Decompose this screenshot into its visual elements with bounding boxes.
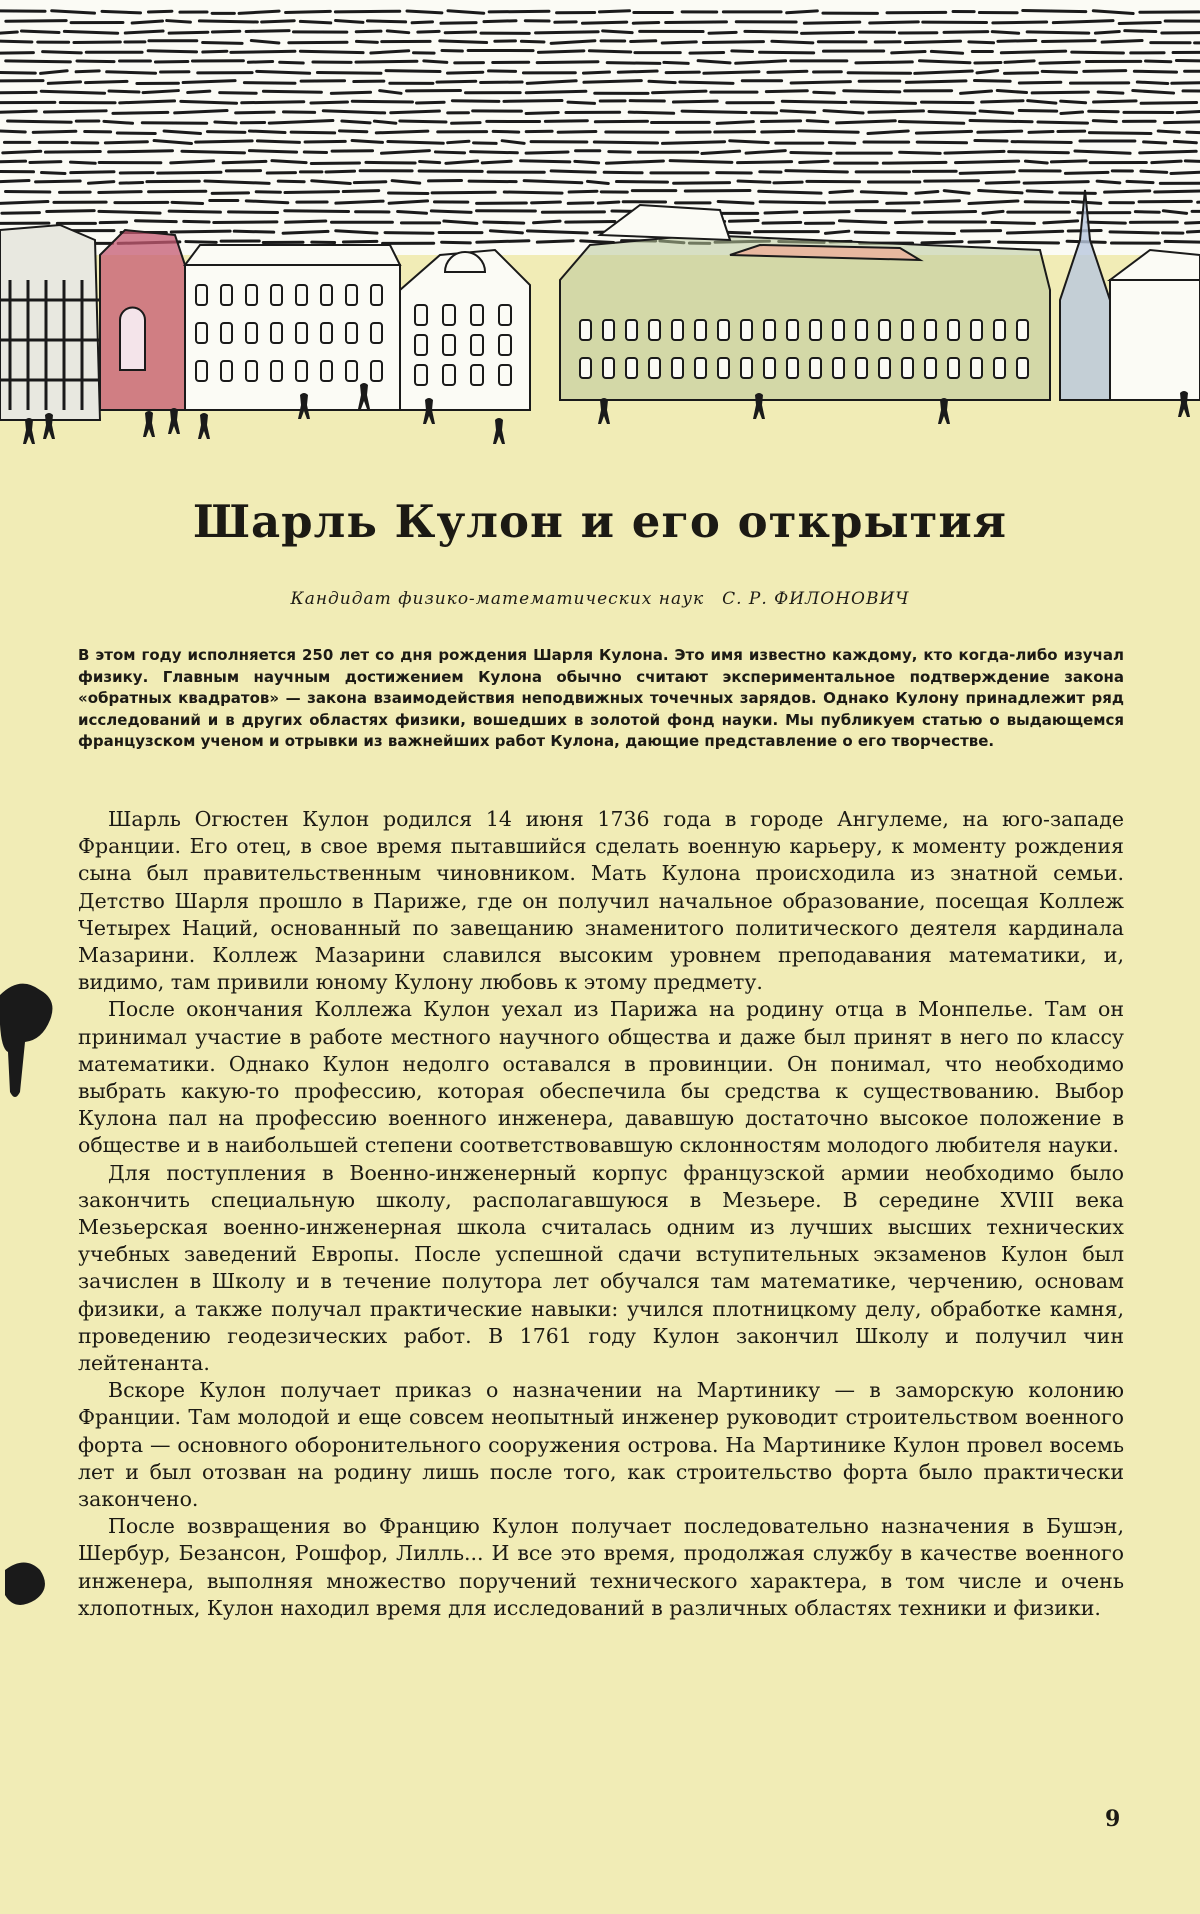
city-skyline-illustration (0, 0, 1200, 470)
byline-author: С. Р. ФИЛОНОВИЧ (722, 589, 910, 609)
article-title: Шарль Кулон и его открытия (192, 495, 1008, 548)
body-paragraph: Для поступления в Военно-инженерный корпус французской армии необходимо было закончить специальную школу, располагавшуюся в Мезьере. В середине XVIII века Мезьерская военно-инженерная школа считалась одним из лучших высших технических учебных заведений Европы. После успешной сдачи вступительных экзаменов Кулон был зачислен в Школу и в течение полутора лет обучался там математике, черчению, основам физики, а также получал практические навыки: учился плотницкому делу, обработке камня, проведению геодезических работ. В 1761 году Кулон закончил Школу и получил чин лейтенанта. (78, 1160, 1124, 1376)
article-byline (0, 589, 1200, 609)
body-paragraph: После окончания Коллежа Кулон уехал из Парижа на родину отца в Монпелье. Там он принимал участие в работе местного научного общества и даже был принят в него по классу математики. Однако Кулон недолго оставался в провинции. Он понимал, что необходимо выбрать какую-то профессию, которая обеспечила бы средства к существованию. Выбор Кулона пал на профессию военного инженера, дававшую достаточно высокое положение в обществе и в наибольшей степени соответствовавшую склонностям молодого любителя науки. (78, 997, 1124, 1158)
body-paragraph: После возвращения во Францию Кулон получает последовательно назначения в Бушэн, Шербур, Безансон, Рошфор, Лилль... И все это время, продолжая службу в качестве военного инженера, выполняя множество поручений технического характера, в том числе и очень хлопотных, Кулон находил время для исследований в различных областях техники и физики. (78, 1514, 1124, 1620)
article-lead: В этом году исполняется 250 лет со дня рождения Шарля Кулона. Это имя известно каждому, кто когда-либо изучал физику. Главным научным достижением Кулона обычно считают экспериментальное подтверждение закона «обратных квадратов» — закона взаимодействия неподвижных точечных зарядов. Однако Кулону принадлежит ряд исследований и в других областях физики, вошедших в золотой фонд науки. Мы публикуем статью о выдающемся французском ученом и отрывки из важнейших работ Кулона, дающие представление о его творчестве. (78, 646, 1124, 751)
body-paragraph: Шарль Огюстен Кулон родился 14 июня 1736 года в городе Ангулеме, на юго-западе Франции. Его отец, в свое время пытавшийся сделать военную карьеру, к моменту рождения сына был правительственным чиновником. Мать Кулона происходила из знатной семьи. Детство Шарля прошло в Париже, где он получил начальное образование, посещая Коллеж Четырех Наций, основанный по завещанию знаменитого политического деятеля кардинала Мазарини. Коллеж Мазарини славился высоким уровнем преподавания математики, и, видимо, там привили юному Кулону любовь к этому предмету. (78, 807, 1124, 995)
body-paragraph: Вскоре Кулон получает приказ о назначении на Мартинику — в заморскую колонию Франции. Там молодой и еще совсем неопытный инженер руководит строительством военного форта — основного оборонительного сооружения острова. На Мартинике Кулон провел восемь лет и был отозван на родину лишь после того, как строительство форта было практически закончено. (78, 1378, 1124, 1512)
ink-blot-left (0, 1560, 50, 1610)
ink-figure-left (0, 975, 60, 1115)
byline-credentials: Кандидат физико-математических наук (290, 589, 705, 609)
article-body (78, 806, 1124, 1622)
page-number: 9 (1105, 1806, 1121, 1832)
